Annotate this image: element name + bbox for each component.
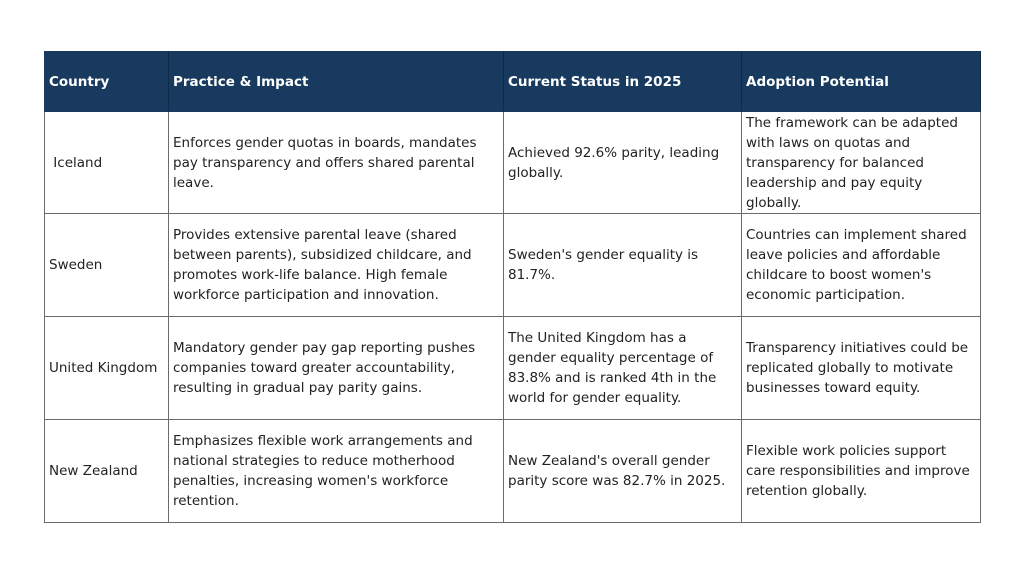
potential-cell: The framework can be adapted with laws on quotas and transparency for balanced leadership and pay equity globally. — [742, 112, 981, 214]
potential-cell: Transparency initiatives could be replicated globally to motivate businesses toward equity. — [742, 317, 981, 420]
table-header-row — [45, 52, 981, 112]
table-row — [45, 214, 981, 317]
header-current-status: Current Status in 2025 — [504, 52, 742, 112]
header-practice-impact: Practice & Impact — [169, 52, 504, 112]
potential-cell: Flexible work policies support care responsibilities and improve retention globally. — [742, 420, 981, 523]
header-adoption-potential: Adoption Potential — [742, 52, 981, 112]
country-cell: Sweden — [45, 214, 169, 317]
status-cell: New Zealand's overall gender parity score was 82.7% in 2025. — [504, 420, 742, 523]
practice-cell: Enforces gender quotas in boards, mandates pay transparency and offers shared parental leave. — [169, 112, 504, 214]
table-row — [45, 420, 981, 523]
status-cell: The United Kingdom has a gender equality percentage of 83.8% and is ranked 4th in the world for gender equality. — [504, 317, 742, 420]
gender-policy-table — [44, 51, 981, 523]
country-cell: United Kingdom — [45, 317, 169, 420]
status-cell: Achieved 92.6% parity, leading globally. — [504, 112, 742, 214]
table-row — [45, 112, 981, 214]
status-cell: Sweden's gender equality is 81.7%. — [504, 214, 742, 317]
potential-cell: Countries can implement shared leave policies and affordable childcare to boost women's economic participation. — [742, 214, 981, 317]
table-row — [45, 317, 981, 420]
country-cell: New Zealand — [45, 420, 169, 523]
practice-cell: Mandatory gender pay gap reporting pushes companies toward greater accountability, resulting in gradual pay parity gains. — [169, 317, 504, 420]
practice-cell: Provides extensive parental leave (shared between parents), subsidized childcare, and promotes work-life balance. High female workforce participation and innovation. — [169, 214, 504, 317]
header-country: Country — [45, 52, 169, 112]
practice-cell: Emphasizes flexible work arrangements and national strategies to reduce motherhood penalties, increasing women's workforce retention. — [169, 420, 504, 523]
country-cell: Iceland — [45, 112, 169, 214]
